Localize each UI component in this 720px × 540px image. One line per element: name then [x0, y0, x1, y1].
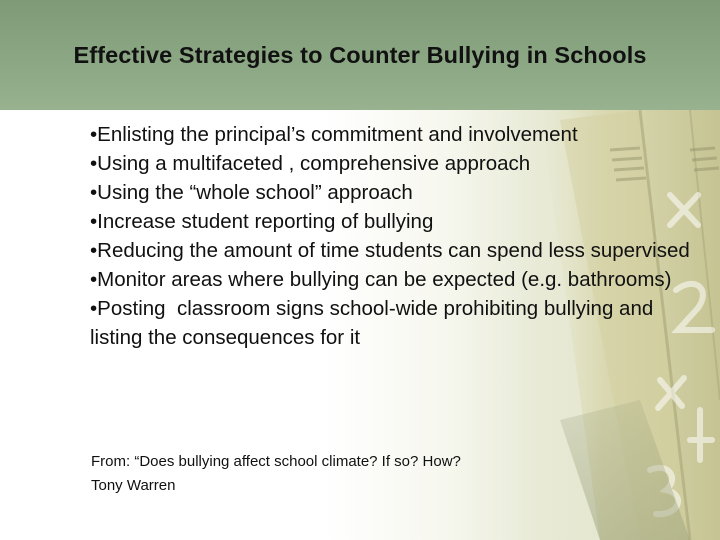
bullet-item: •Increase student reporting of bullying [90, 210, 434, 233]
bullet-item: •Using a multifaceted , comprehensive approach [90, 152, 531, 175]
source-citation [91, 450, 611, 498]
slide-title: Effective Strategies to Counter Bullying in Schools [73, 42, 647, 68]
bullet-list [90, 120, 690, 352]
bullet-item: •Reducing the amount of time students can spend less supervised [90, 239, 690, 262]
bullet-item: •Using the “whole school” approach [90, 181, 413, 204]
bullet-item: •Posting classroom signs school-wide prohibiting bullying and listing the consequences for it [90, 297, 659, 349]
source-author: Tony Warren [91, 477, 176, 494]
bullet-item: •Enlisting the principal’s commitment and involvement [90, 123, 578, 146]
bullet-item: •Monitor areas where bullying can be expected (e.g. bathrooms) [90, 268, 672, 291]
source-line: From: “Does bullying affect school climate? If so? How? [91, 453, 461, 470]
